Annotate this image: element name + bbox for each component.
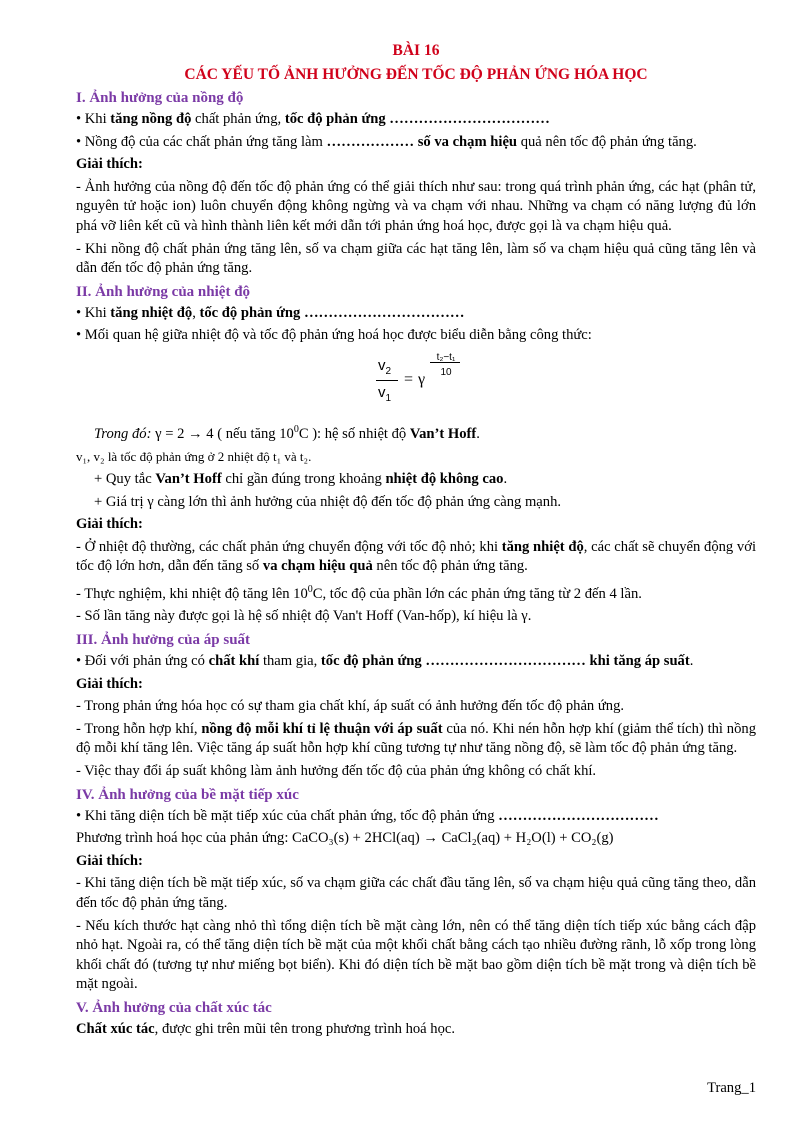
s2-where-line: Trong đó: γ = 2 → 4 ( nếu tăng $10^0C$ ): hệ số nhiệt độ Van’t Hoff. [94, 423, 480, 442]
s2-rule-1: + Quy tắc Van’t Hoff chỉ gần đúng trong khoảng nhiệt độ không cao. [94, 470, 508, 487]
s1-explain-heading: Giải thích: [76, 156, 143, 173]
s2-bullet-1: • Khi tăng nhiệt độ, tốc độ phản ứng …………………………… [76, 304, 465, 321]
section-5-heading: V. Ảnh hưởng của chất xúc tác [76, 999, 272, 1016]
s5-paragraph-1: Chất xúc tác, được ghi trên mũi tên trong phương trình hoá học. [76, 1020, 456, 1037]
s3-paragraph-1: - Trong phản ứng hóa học có sự tham gia chất khí, áp suất có ảnh hưởng đến tốc độ phản ứng. [76, 698, 625, 715]
lesson-title: CÁC YẾU TỐ ẢNH HƯỞNG ĐẾN TỐC ĐỘ PHẢN ỨNG HÓA HỌC [184, 66, 648, 83]
formula-denominator: $v_1$ [378, 383, 392, 404]
section-2-heading: II. Ảnh hưởng của nhiệt độ [76, 283, 251, 300]
section-1-heading: I. Ảnh hưởng của nồng độ [76, 90, 244, 106]
page-number: Trang_1 [707, 1080, 756, 1096]
formula-numerator: $v_2$ [378, 356, 392, 377]
s3-explain-heading: Giải thích: [76, 675, 143, 692]
s1-paragraph-1: - Ảnh hưởng của nồng độ đến tốc độ phản ứng có thể giải thích như sau: trong quá trình phản ứng, các hạt (phân tử, nguyên tử hoặc ion) luôn chuyển động không ngừng và va chạm với nhau. Những va chạm có năng lượng đủ lớn phá vỡ liên kết cũ và hình thành liên kết mới dẫn tới phản ứng hoá học, được gọi là va chạm hiệu quả. [76, 178, 756, 234]
s2-rule-2: + Giá trị γ càng lớn thì ảnh hưởng của nhiệt độ đến tốc độ phản ứng càng mạnh. [94, 493, 562, 510]
s1-paragraph-2: - Khi nồng độ chất phản ứng tăng lên, số va chạm giữa các hạt tăng lên, làm số va chạm hiệu quả cũng tăng lên và dẫn đến tốc độ phản ứng tăng. [76, 240, 756, 277]
document-page [76, 40, 756, 1043]
formula-fraction-bar [376, 380, 398, 381]
section-3-heading: III. Ảnh hưởng của áp suất [76, 632, 251, 648]
s2-explain-heading: Giải thích: [76, 516, 143, 533]
s1-bullet-2: • Nồng độ của các chất phản ứng tăng làm ……………… số va chạm hiệu quả nên tốc độ phản ứng tăng. [76, 133, 697, 150]
s4-bullet-1: • Khi tăng diện tích bề mặt tiếp xúc của chất phản ứng, tốc độ phản ứng …………………………… [76, 807, 659, 824]
s3-paragraph-2: - Trong hỗn hợp khí, nồng độ mỗi khí tỉ lệ thuận với áp suất của nó. Khi nén hỗn hợp khí (giảm thể tích) thì nồng độ mỗi khí tăng lên. Việc tăng áp suất hỗn hợp khí cũng tương tự như tăng nồng độ, sẽ làm tốc độ phản ứng tăng. [76, 720, 756, 757]
formula-gamma: γ [418, 370, 426, 388]
lesson-number: BÀI 16 [392, 42, 440, 59]
s4-paragraph-1: - Khi tăng diện tích bề mặt tiếp xúc, số va chạm giữa các chất đầu tăng lên, số va chạm hiệu quả cũng tăng theo, dẫn đến tốc độ phản ứng tăng. [76, 875, 756, 911]
s4-explain-heading: Giải thích: [76, 852, 143, 869]
s3-paragraph-3: - Việc thay đổi áp suất không làm ảnh hưởng đến tốc độ của phản ứng không có chất khí. [76, 762, 597, 779]
s2-paragraph-3: - Số lần tăng này được gọi là hệ số nhiệt độ Van't Hoff (Van-hốp), kí hiệu là γ. [76, 608, 532, 625]
s3-bullet-1: • Đối với phản ứng có chất khí tham gia, tốc độ phản ứng …………………………… khi tăng áp suất. [76, 653, 694, 669]
s2-paragraph-1: - Ở nhiệt độ thường, các chất phản ứng chuyển động với tốc độ nhỏ; khi tăng nhiệt độ, các chất sẽ chuyển động với tốc độ lớn hơn, dẫn đến tăng số va chạm hiệu quả nên tốc độ phản ứng tăng. [76, 538, 756, 575]
s4-equation: Phương trình hoá học của phản ứng: CaCO₃(s) + 2HCl(aq) → CaCl₂(aq) + H₂O(l) + CO₂(g) [76, 830, 614, 847]
van-t-hoff-formula [76, 350, 756, 418]
s2-paragraph-2: - Thực nghiệm, khi nhiệt độ tăng lên $10^0C$, tốc độ của phần lớn các phản ứng tăng từ 2 đến 4 lần. [76, 583, 642, 602]
s4-paragraph-2: - Nếu kích thước hạt càng nhỏ thì tổng diện tích bề mặt càng lớn, nên có thể tăng diện tích tiếp xúc bằng cách đập nhỏ hạt. Ngoài ra, có thể tăng diện tích bề mặt của một khối chất bằng cách tạo nhiều đường rãnh, lỗ xốp trong lòng khối chất đó (tương tự như miếng bọt biển). Khi đó diện tích bề mặt bao gồm diện tích bề mặt trong và diện tích bề mặt ngoài. [76, 917, 756, 993]
formula-exponent-denominator: 10 [440, 366, 452, 378]
section-4-heading: IV. Ảnh hưởng của bề mặt tiếp xúc [76, 786, 299, 803]
formula-exponent-numerator: t₂−t₁ [436, 351, 456, 363]
s2-v-definition: v₁, v₂ là tốc độ phản ứng ở 2 nhiệt độ t₁ và t₂. [76, 449, 312, 465]
s1-bullet-1: • Khi tăng nồng độ chất phản ứng, tốc độ phản ứng …………………………… [76, 111, 550, 127]
s2-bullet-2: • Mối quan hệ giữa nhiệt độ và tốc độ phản ứng hoá học được biểu diễn bằng công thức: [76, 327, 592, 344]
formula-equals: = [404, 370, 414, 388]
